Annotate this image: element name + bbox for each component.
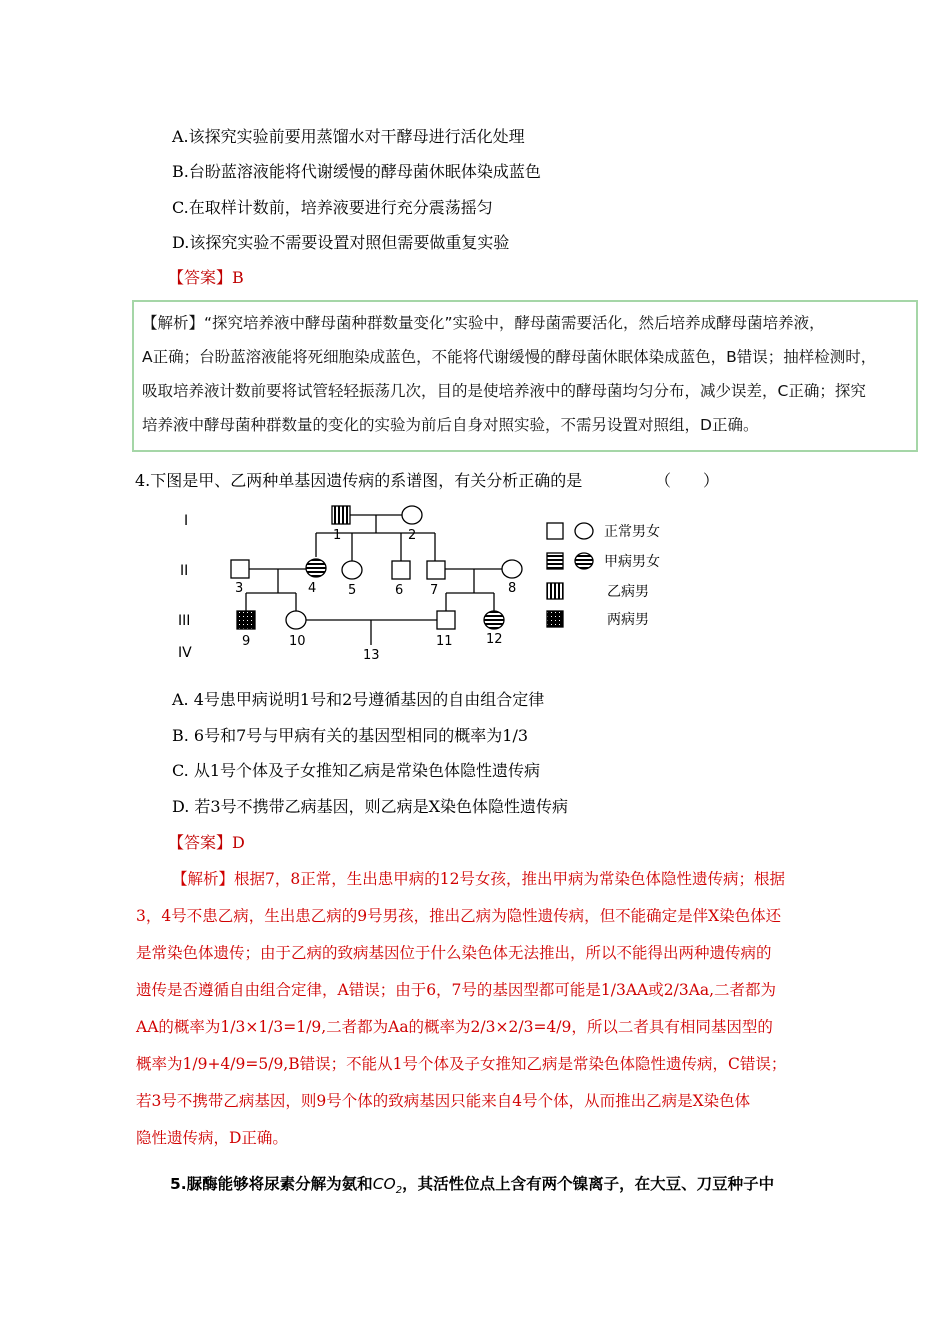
q5-stem-after: ，其活性位点上含有两个镍离子，在大豆、刀豆种子中 <box>402 1175 775 1193</box>
individual-number: 8 <box>508 581 517 596</box>
q3-analysis-line: 【解析】“探究培养液中酵母菌种群数量变化”实验中，酵母菌需要活化，然后培养成酵母菌培养液， <box>142 314 825 332</box>
legend-label: 乙病男 <box>607 584 649 600</box>
q4-analysis-line: 【解析】根据7，8正常，生出患甲病的12号女孩，推出甲病为常染色体隐性遗传病；根据 <box>172 870 785 888</box>
q3-analysis-line: 吸取培养液计数前要将试管轻轻振荡几次，目的是使培养液中的酵母菌均匀分布，减少误差，C正确；探究 <box>142 382 866 400</box>
individual-number: 11 <box>436 634 453 649</box>
legend-label: 两病男 <box>607 612 649 628</box>
legend-label: 甲病男女 <box>604 554 660 570</box>
q4-analysis-line: 遗传是否遵循自由组合定律，A错误；由于6，7号的基因型都可能是1/3AA或2/3Aa,二者都为 <box>136 981 777 999</box>
q4-option-c: C. 从1号个体及子女推知乙病是常染色体隐性遗传病 <box>172 761 541 780</box>
q3-option-c: C.在取样计数前，培养液要进行充分震荡摇匀 <box>172 198 493 217</box>
individual-number: 10 <box>289 634 306 649</box>
gen-label: IV <box>178 645 192 661</box>
q4-option-b: B. 6号和7号与甲病有关的基因型相同的概率为1/3 <box>172 726 529 745</box>
q3-analysis-line: 培养液中酵母菌种群数量的变化的实验为前后自身对照实验，不需另设置对照组，D正确。 <box>142 416 759 434</box>
q4-option-d: D. 若3号不携带乙病基因，则乙病是X染色体隐性遗传病 <box>172 797 569 816</box>
q3-answer: 【答案】B <box>168 268 244 287</box>
q4-analysis-line: 隐性遗传病，D正确。 <box>136 1129 288 1147</box>
individual-number: 7 <box>430 583 439 598</box>
individual-number: 6 <box>395 583 404 598</box>
q5-stem <box>170 1173 774 1202</box>
individual-number: 1 <box>333 528 342 543</box>
individual-number: 3 <box>235 581 244 596</box>
individual-number: 2 <box>408 528 417 543</box>
q4-answer: 【答案】D <box>168 833 245 852</box>
q3-analysis-box <box>132 300 918 452</box>
q4-analysis-line: AA的概率为1/3×1/3=1/9,二者都为Aa的概率为2/3×2/3=4/9，所以二者具有相同基因型的 <box>136 1018 773 1036</box>
q5-stem-before: 5.脲酶能够将尿素分解为氨和 <box>170 1175 373 1193</box>
q3-option-a: A.该探究实验前要用蒸馏水对干酵母进行活化处理 <box>172 127 525 146</box>
q4-stem: 4.下图是甲、乙两种单基因遗传病的系谱图，有关分析正确的是 <box>135 471 583 490</box>
q5-formula: $CO_2$ <box>372 1175 403 1197</box>
q4-paren: （ ） <box>655 471 720 490</box>
q4-option-a: A. 4号患甲病说明1号和2号遵循基因的自由组合定律 <box>172 690 545 709</box>
legend-label: 正常男女 <box>604 524 660 540</box>
q4-analysis-line: 概率为1/9+4/9=5/9,B错误；不能从1号个体及子女推知乙病是常染色体隐性遗传病，C错误； <box>136 1055 787 1073</box>
individual-number: 5 <box>348 583 357 598</box>
q3-option-b: B.台盼蓝溶液能将代谢缓慢的酵母菌休眠体染成蓝色 <box>172 162 541 181</box>
individual-number: 4 <box>308 581 317 596</box>
q3-option-d: D.该探究实验不需要设置对照但需要做重复实验 <box>172 233 510 252</box>
gen-label: I <box>184 513 189 529</box>
q3-analysis-line: A正确；台盼蓝溶液能将死细胞染成蓝色，不能将代谢缓慢的酵母菌休眠体染成蓝色，B错误；抽样检测时， <box>142 348 877 366</box>
gen-label: III <box>178 613 191 629</box>
individual-number: 9 <box>242 634 251 649</box>
individual-number: 12 <box>486 632 503 647</box>
q4-analysis-line: 若3号不携带乙病基因，则9号个体的致病基因只能来自4号个体，从而推出乙病是X染色体 <box>136 1092 751 1110</box>
pedigree-chart <box>170 495 690 670</box>
q4-analysis-line: 3，4号不患乙病，生出患乙病的9号男孩，推出乙病为隐性遗传病，但不能确定是伴X染色体还 <box>136 907 782 925</box>
individual-number: 13 <box>363 648 380 663</box>
q4-analysis-line: 是常染色体遗传；由于乙病的致病基因位于什么染色体无法推出，所以不能得出两种遗传病的 <box>136 944 772 962</box>
gen-label: II <box>180 563 189 579</box>
